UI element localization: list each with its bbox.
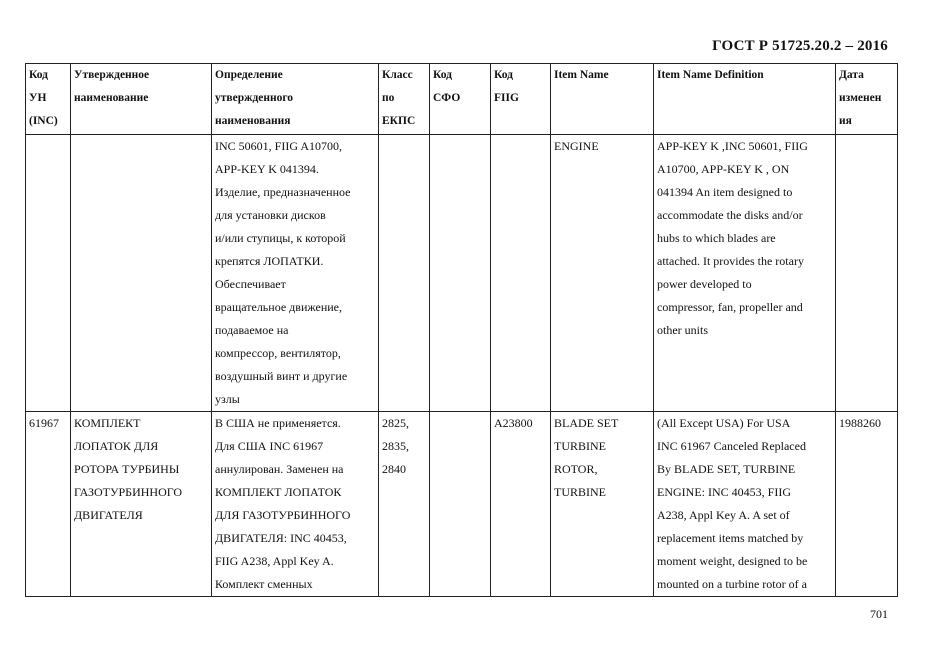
cell-line: moment weight, designed to be [657, 554, 808, 568]
cell-item-name [551, 135, 654, 412]
cell-line: ия [839, 115, 852, 127]
cell-line: replacement items matched by [657, 531, 804, 545]
cell-line: и/или ступицы, к которой [215, 231, 346, 245]
cell-line: power developed to [657, 277, 752, 291]
cell-line: УН [29, 92, 47, 104]
cell-line: Класс [382, 69, 413, 81]
table-row [26, 135, 898, 412]
cell-line: 61967 [29, 416, 59, 430]
cell-line: Определение [215, 69, 283, 81]
cell-approved-name [71, 135, 212, 412]
cell-line: Item Name [554, 69, 609, 81]
cell-line: узлы [215, 392, 240, 406]
cell-line: крепятся ЛОПАТКИ. [215, 254, 324, 268]
header-change-date [836, 64, 898, 135]
cell-line: РОТОРА ТУРБИНЫ [74, 462, 180, 476]
cell-line: утвержденного [215, 92, 294, 104]
cell-line: наименования [215, 115, 291, 127]
cell-line: КОМПЛЕКТ ЛОПАТОК [215, 485, 342, 499]
cell-line: APP-KEY K 041394. [215, 162, 319, 176]
cell-line: компрессор, вентилятор, [215, 346, 341, 360]
cell-line: other units [657, 323, 708, 337]
cell-fiig-code [491, 412, 551, 597]
cell-line: ROTOR, [554, 462, 598, 476]
cell-line: ЕКПС [382, 115, 416, 127]
cell-line: A10700, APP-KEY K , ON [657, 162, 790, 176]
table-header-row [26, 64, 898, 135]
table-row [26, 412, 898, 597]
cell-line: compressor, fan, propeller and [657, 300, 803, 314]
cell-line: FIIG A238, Appl Key A. [215, 554, 334, 568]
cell-line: воздушный винт и другие [215, 369, 348, 383]
header-class [379, 64, 430, 135]
cell-line: APP-KEY K ,INC 50601, FIIG [657, 139, 808, 153]
header-approved-name [71, 64, 212, 135]
cell-line: ENGINE: INC 40453, FIIG [657, 485, 791, 499]
cell-line: INC 50601, FIIG A10700, [215, 139, 343, 153]
cell-line: Код [433, 69, 453, 81]
data-table [25, 63, 898, 597]
cell-inc [26, 135, 71, 412]
cell-line: TURBINE [554, 439, 606, 453]
header-inc [26, 64, 71, 135]
cell-line: mounted on a turbine rotor of a [657, 577, 807, 591]
cell-line: Комплект сменных [215, 577, 313, 591]
cell-item-name [551, 412, 654, 597]
cell-line: для установки дисков [215, 208, 326, 222]
cell-line: по [382, 92, 395, 104]
cell-line: Изделие, предназначенное [215, 185, 351, 199]
cell-line: FIIG [494, 92, 519, 104]
cell-sfo-code [430, 135, 491, 412]
cell-line: КОМПЛЕКТ [74, 416, 141, 430]
cell-line: accommodate the disks and/or [657, 208, 803, 222]
cell-class [379, 135, 430, 412]
cell-line: Утвержденное [74, 69, 150, 81]
header-sfo-code [430, 64, 491, 135]
header-item-name [551, 64, 654, 135]
cell-name-definition [212, 412, 379, 597]
cell-name-definition [212, 135, 379, 412]
cell-approved-name [71, 412, 212, 597]
cell-line: СФО [433, 92, 461, 104]
cell-line: A23800 [494, 416, 533, 430]
cell-line: Код [29, 69, 49, 81]
header-name-definition [212, 64, 379, 135]
page-number: 701 [870, 607, 888, 621]
cell-line: Обеспечивает [215, 277, 286, 291]
cell-line: подаваемое на [215, 323, 289, 337]
cell-line: В США не применяется. [215, 416, 341, 430]
cell-line: attached. It provides the rotary [657, 254, 804, 268]
cell-line: ДВИГАТЕЛЯ: INC 40453, [215, 531, 347, 545]
cell-line: (All Except USA) For USA [657, 416, 791, 430]
header-item-name-definition [654, 64, 836, 135]
cell-line: аннулирован. Заменен на [215, 462, 344, 476]
cell-line: BLADE SET [554, 416, 619, 430]
cell-line: Item Name Definition [657, 69, 764, 81]
cell-line: Для США INC 61967 [215, 439, 324, 453]
cell-line: 041394 An item designed to [657, 185, 793, 199]
cell-class [379, 412, 430, 597]
cell-line: ЛОПАТОК ДЛЯ [74, 439, 159, 453]
standard-title: ГОСТ Р 51725.20.2 – 2016 [712, 38, 888, 54]
cell-line: изменен [839, 92, 882, 104]
header-fiig-code [491, 64, 551, 135]
cell-line: 2825, [382, 416, 409, 430]
cell-line: INC 61967 Canceled Replaced [657, 439, 806, 453]
cell-line: TURBINE [554, 485, 606, 499]
cell-line: ДВИГАТЕЛЯ [74, 508, 143, 522]
cell-line: ДЛЯ ГАЗОТУРБИННОГО [215, 508, 351, 522]
cell-fiig-code [491, 135, 551, 412]
cell-item-name-definition [654, 135, 836, 412]
cell-line: A238, Appl Key A. A set of [657, 508, 790, 522]
cell-line: 2840 [382, 462, 406, 476]
cell-sfo-code [430, 412, 491, 597]
cell-line: 1988260 [839, 416, 881, 430]
cell-line: наименование [74, 92, 149, 104]
cell-item-name-definition [654, 412, 836, 597]
cell-line: ГАЗОТУРБИННОГО [74, 485, 183, 499]
cell-line: ENGINE [554, 139, 599, 153]
cell-line: вращательное движение, [215, 300, 342, 314]
cell-change-date [836, 412, 898, 597]
cell-line: Дата [839, 69, 864, 81]
cell-line: By BLADE SET, TURBINE [657, 462, 796, 476]
cell-line: hubs to which blades are [657, 231, 776, 245]
cell-line: 2835, [382, 439, 409, 453]
cell-change-date [836, 135, 898, 412]
cell-inc [26, 412, 71, 597]
cell-line: (INC) [29, 115, 58, 127]
cell-line: Код [494, 69, 514, 81]
